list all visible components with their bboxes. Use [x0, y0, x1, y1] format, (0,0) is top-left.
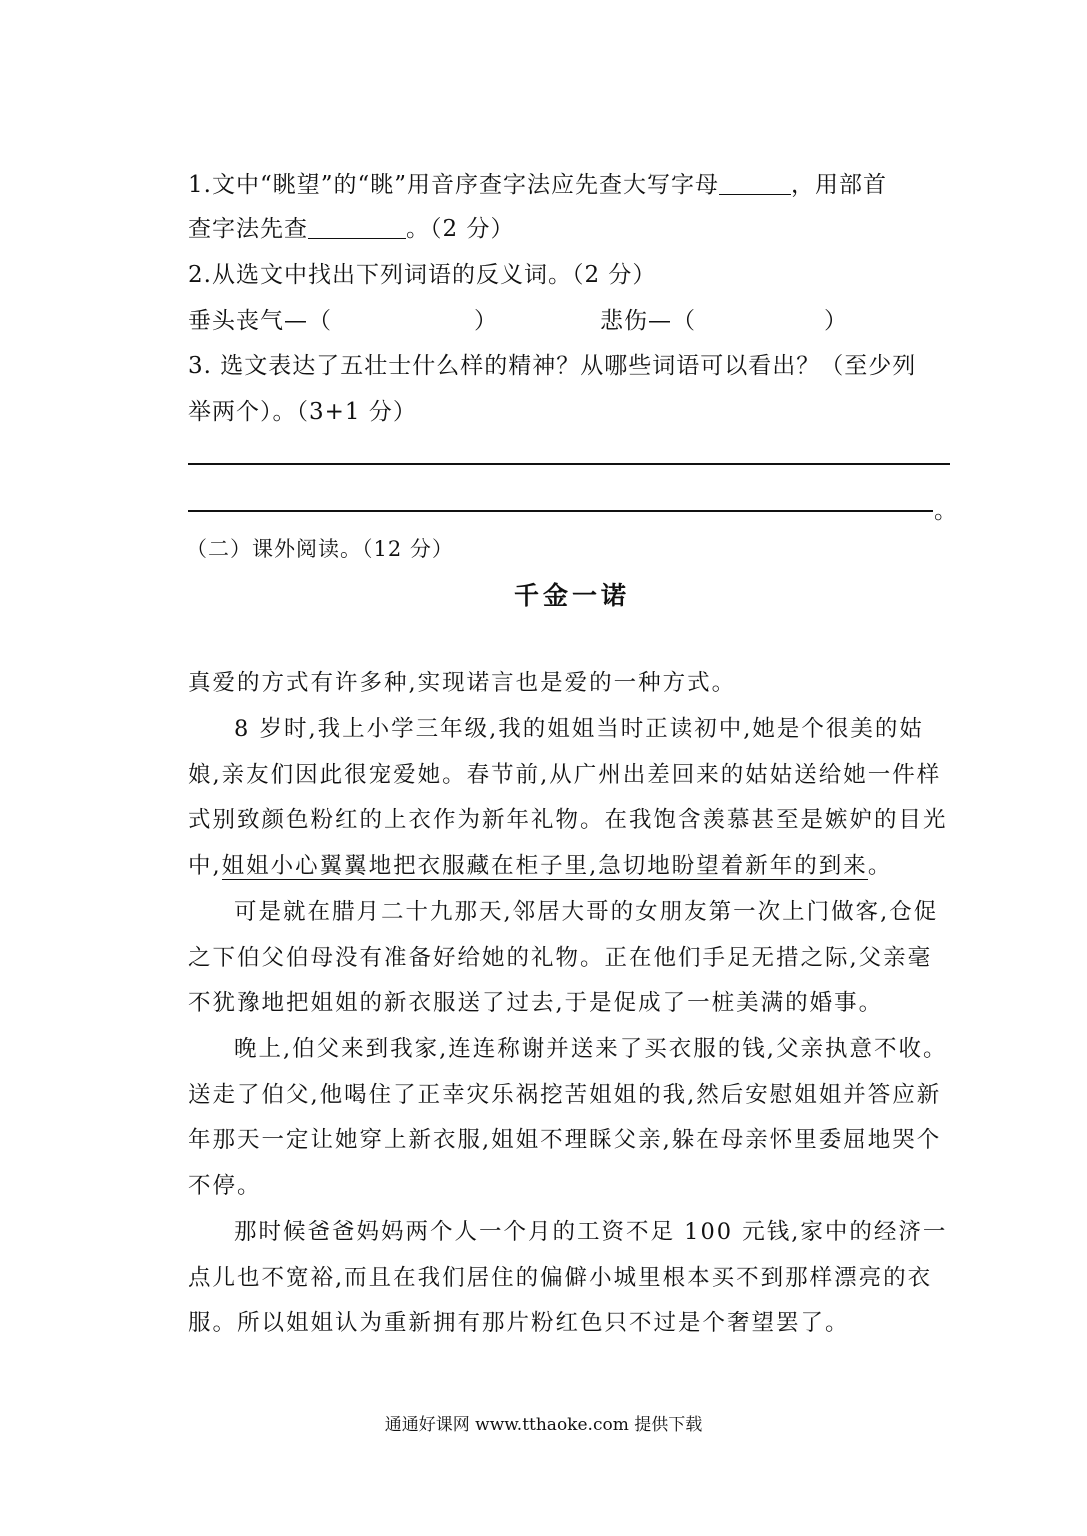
question-1-text-c: 查字法先查: [188, 216, 308, 242]
paragraph-4-text: 晚上,伯父来到我家,连连称谢并送来了买衣服的钱,父亲执意不收。送走了伯父,他喝住了正幸灾乐祸挖苦姐姐的我,然后安慰姐姐并答应新年那天一定让她穿上新衣服,姐姐不理睬父亲,躲在母亲怀里委屈地哭个不停。: [188, 1036, 948, 1199]
paragraph-5-text: 那时候爸爸妈妈两个人一个月的工资不足 100 元钱,家中的经济一点儿也不宽裕,而且在我们居住的偏僻小城里根本买不到那样漂亮的衣服。所以姐姐认为重新拥有那片粉红色只不过是个奢望罢了。: [188, 1219, 948, 1336]
underlined-sentence: 姐姐小心翼翼地把衣服藏在柜子里,急切地盼望着新年的到来: [221, 852, 868, 879]
antonym-right-answer-field[interactable]: [695, 300, 823, 332]
question-1-text-a: 1.文中“眺望”的“眺”用音序查字法应先查大写字母: [188, 172, 719, 198]
question-1-line-2: [188, 210, 514, 243]
paragraph-3-text: 可是就在腊月二十九那天,邻居大哥的女朋友第一次上门做客,仓促之下伯父伯母没有准备好给她的礼物。正在他们手足无措之际,父亲毫不犹豫地把姐姐的新衣服送了过去,于是促成了一桩美满的婚事。: [188, 899, 939, 1016]
paragraph-1-text: 真爱的方式有许多种,实现诺言也是爱的一种方式。: [188, 670, 737, 696]
answer-end-mark: 。: [934, 498, 958, 524]
antonym-left-close: ）: [474, 308, 498, 334]
answer-line-2[interactable]: [188, 510, 933, 512]
antonym-right-label: 悲伤—（: [600, 308, 696, 334]
answer-line-1[interactable]: [188, 463, 950, 465]
question-1-line-1: [188, 166, 887, 199]
paragraph-5: [188, 1210, 950, 1347]
question-3-line-2: 举两个）。（3+1 分）: [188, 399, 417, 425]
answer-blank-radical[interactable]: [308, 216, 406, 239]
paragraph-3: [188, 890, 950, 1027]
antonym-left-answer-field[interactable]: [335, 300, 473, 332]
antonym-left-label: 垂头丧气—（: [188, 308, 332, 334]
paragraph-4: [188, 1027, 950, 1209]
answer-blank-letter[interactable]: [719, 172, 791, 195]
paragraph-2: [188, 707, 950, 889]
paragraph-2-end: 。: [867, 852, 893, 879]
paragraph-1: [188, 661, 950, 707]
question-2-text: 2.从选文中找出下列词语的反义词。（2 分）: [188, 262, 657, 288]
footer-credit: 通通好课网 www.tthaoke.com 提供下载: [384, 1415, 703, 1435]
question-3-line-1: 3. 选文表达了五壮士什么样的精神？从哪些词语可以看出？（至少列: [188, 353, 917, 379]
antonym-right-close: ）: [824, 308, 848, 334]
question-1-text-d: 。（2 分）: [406, 216, 515, 242]
passage-title: 千金一诺: [514, 581, 631, 610]
section-heading: （二）课外阅读。（12 分）: [186, 537, 454, 561]
question-1-text-b: ，用部首: [790, 172, 887, 198]
paragraph-2-text: 8 岁时,我上小学三年级,我的姐姐当时正读初中,她是个很美的姑娘,亲友们因此很宠爱她。春节前,从广州出差回来的姑姑送给她一件样式别致颜色粉红的上衣作为新年礼物。在我饱含羡慕甚至是嫉妒的目光中,: [188, 716, 948, 879]
